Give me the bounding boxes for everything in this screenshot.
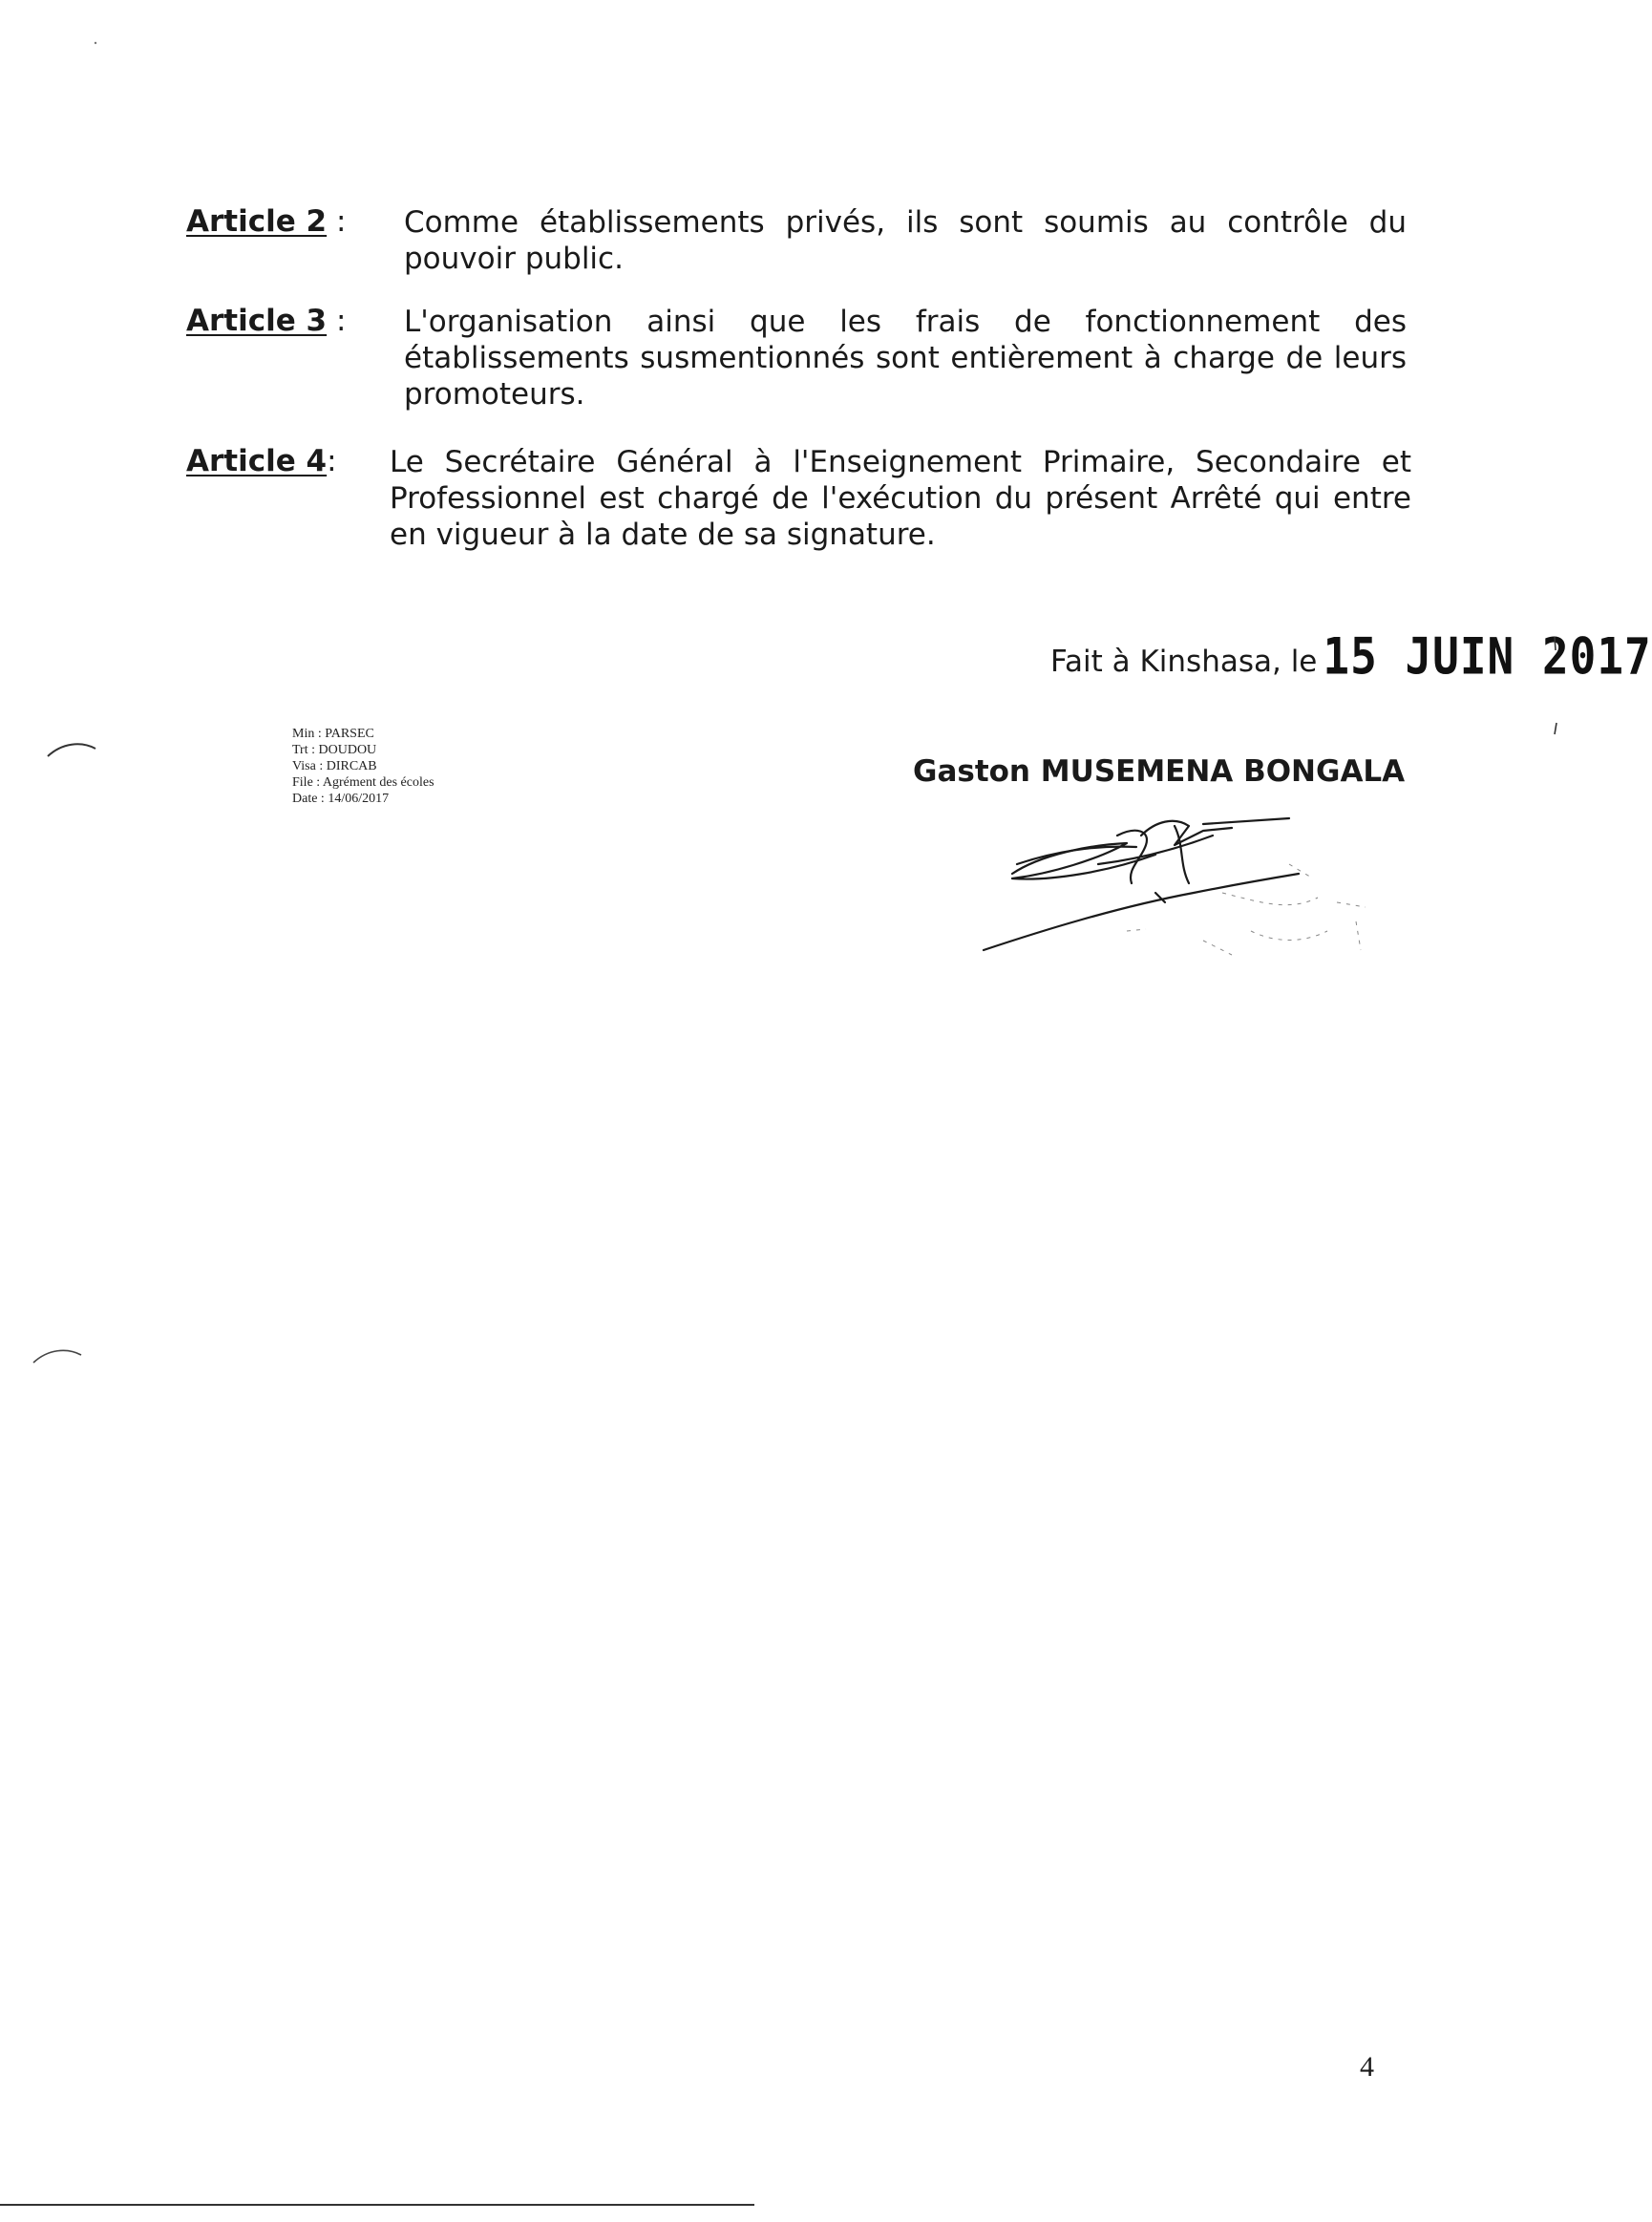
article-body: L'organisation ainsi que les frais de fonctionnement des établissements susmentionnés sont entièrement à charge de leurs promoteurs. — [404, 305, 1407, 412]
ref-trt: Trt : DOUDOU — [292, 743, 377, 757]
article-label — [186, 204, 346, 239]
scan-mark — [43, 735, 100, 764]
article-label-separator: : — [327, 444, 337, 478]
article-label-separator: : — [327, 304, 347, 338]
article-label — [186, 304, 346, 338]
signatory-name: Gaston MUSEMENA BONGALA — [913, 754, 1406, 789]
article-label-text: Article 3 — [186, 304, 328, 338]
ref-min: Min : PARSEC — [292, 727, 374, 741]
article-label — [186, 444, 337, 478]
scan-mark — [1549, 635, 1562, 740]
ref-visa: Visa : DIRCAB — [292, 759, 377, 773]
ref-date: Date : 14/06/2017 — [292, 792, 390, 806]
article-body: Comme établissements privés, ils sont soumis au contrôle du pouvoir public. — [404, 205, 1407, 276]
reference-block — [292, 726, 434, 807]
article-body: Le Secrétaire Général à l'Enseignement Primaire, Secondaire et Professionnel est chargé de l'exécution du présent Arrêté qui entre en vigueur à la date de sa signature. — [390, 445, 1411, 552]
article-label-text: Article 4 — [186, 444, 328, 478]
place-text: Fait à Kinshasa, le — [1050, 645, 1318, 679]
article-label-separator: : — [327, 204, 347, 239]
article-label-text: Article 2 — [186, 204, 328, 239]
scan-edge-line — [0, 2204, 754, 2206]
page-number: 4 — [1360, 2051, 1374, 2083]
date-stamp: 15 JUIN 2017 — [1323, 625, 1652, 687]
handwritten-signature — [984, 807, 1394, 979]
scan-mark — [29, 1342, 86, 1370]
ref-file: File : Agrément des écoles — [292, 775, 434, 790]
scan-speck — [91, 38, 100, 48]
